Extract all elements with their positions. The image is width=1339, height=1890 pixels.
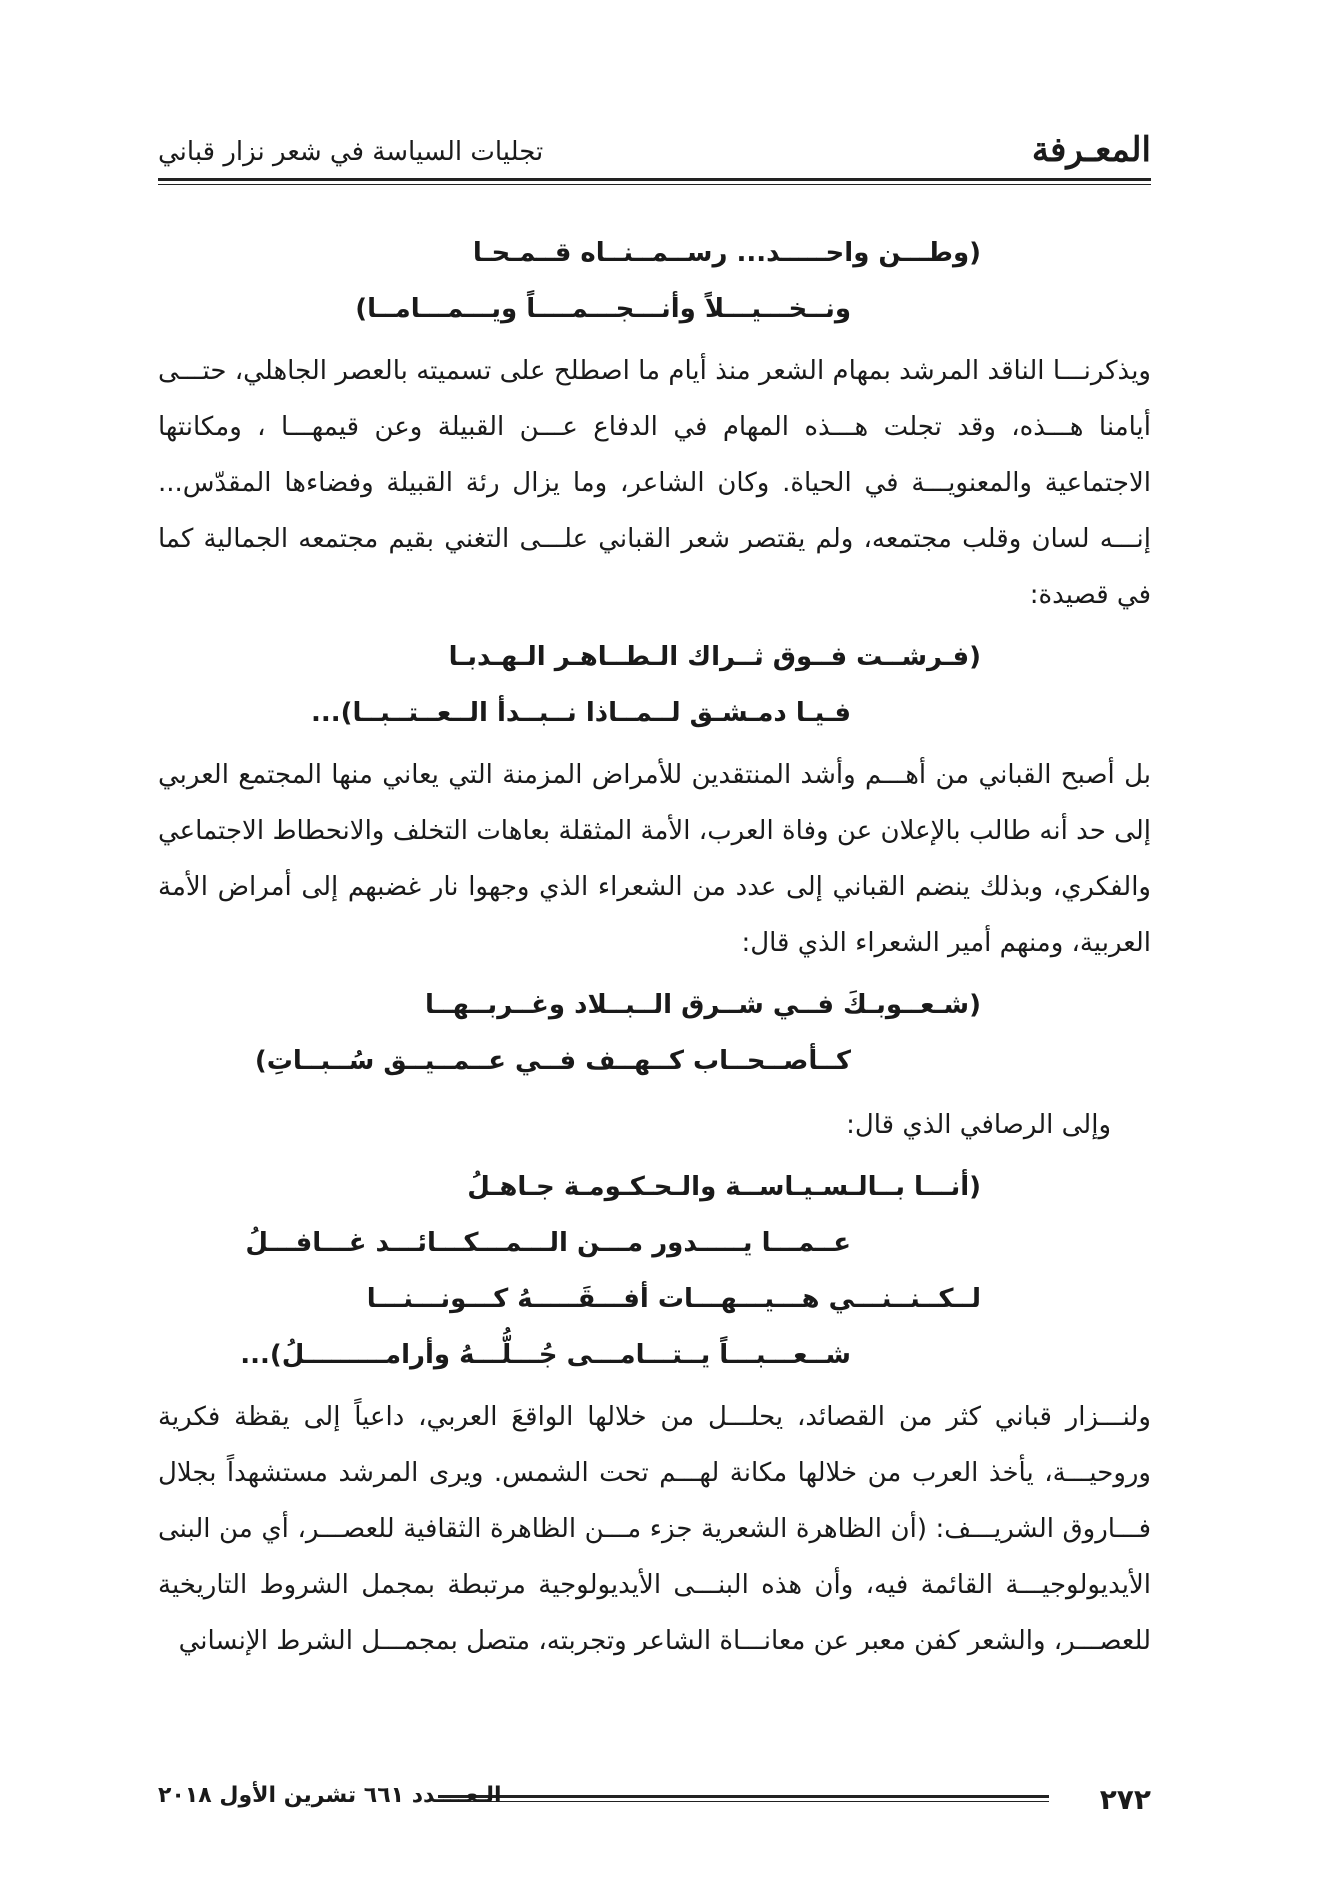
header-rule-thin [158,184,1151,185]
paragraph-3: ولنـــزار قباني كثر من القصائد، يحلـــل من خلالها الواقعَ العربي، داعياً إلى يقظة فكرية وروحيـــة، يأخذ العرب من خلالها مكانة لهـــم تحت الشمس. ويرى المرشد مستشهداً بجلال فـــاروق الشريـــف: (أن الظاهرة الشعرية جزء مـــن الظاهرة الثقافية للعصـــر، أي من البنى الأيديولوجيـــة القائمة فيه، وأن هذه البنـــى الأيديولوجية مرتبطة بمجمل الشروط التاريخية للعصـــر، والشعر كفن معبر عن معانـــاة الشاعر وتجربته، متصل بمجمـــل الشرط الإنساني [158,1402,1151,1656]
verse-line: (شـعــوبـكَ فــي شــرق الــبــلاد وغــربــهــا [424,990,981,1020]
paragraph-2: بل أصبح القباني من أهـــم وأشد المنتقدين للأمراض المزمنة التي يعاني منها المجتمع العربي إلى حد أنه طالب بالإعلان عن وفاة العرب، الأمة المثقلة بعاهات التخلف والانحطاط الاجتماعي والفكري، وبذلك ينضم القباني إلى عدد من الشعراء الذي وجهوا نار غضبهم إلى أمراض الأمة العربية، ومنهم أمير الشعراء الذي قال: [158,760,1151,958]
poem-2 [158,629,1151,741]
poem-1 [158,225,1151,337]
verse-line: فـيـا دمـشـق لــمــاذا نــبــدأ الــعــتــبــا)... [310,698,851,728]
page-number: ٢٧٢ [1099,1783,1151,1816]
poem-4 [158,1159,1151,1383]
running-title: تجليات السياسة في شعر نزار قباني [158,137,544,167]
article-body [158,225,1151,1675]
journal-logo: المعـرفة [1031,130,1151,170]
verse-line: (وطـــن واحـــــد... رســمــنــاه قــمـحـا [472,238,981,268]
paragraph-1: ويذكرنـــا الناقد المرشد بمهام الشعر منذ أيام ما اصطلح على تسميته بالعصر الجاهلي، حتـــى أيامنا هـــذه، وقد تجلت هـــذه المهام في الدفاع عـــن القبيلة وعن قيمهـــا ، ومكانتها الاجتماعية والمعنويـــة في الحياة. وكان الشاعر، وما يزال رئة القبيلة وفضاءها المقدّس... إنـــه لسان وقلب مجتمعه، ولم يقتصر شعر القباني علـــى التغني بقيم مجتمعه الجمالية كما في قصيدة: [158,356,1151,610]
footer-rule-thin [438,1801,1049,1802]
verse-line: كــأصــحــاب كــهــف فــي عــمــيــق سُــبــاتِ) [254,1046,851,1076]
verse-line: ونــخـــيـــلاً وأنـــجـــمــــاً ويـــمـــامــا) [355,294,851,324]
verse-line: لــكــنــنـــي هـــيـــهـــات أفـــقَـــــهُ كـــونـــنـــا [366,1284,981,1314]
issue-label: الـعــــدد ٦٦١ تشرين الأول ٢٠١٨ [158,1783,502,1808]
verse-line: عــمـــا يـــــدور مـــن الـــمـــكـــائـــد غـــافـــلُ [245,1228,851,1258]
verse-line: (فـرشــت فــوق ثــراك الـطــاهـر الـهـدبـا [448,642,981,672]
poem-3 [158,977,1151,1089]
paragraph-intro: وإلى الرصافي الذي قال: [846,1110,1111,1140]
header-rule [158,178,1151,181]
verse-line: شــعـــبـــاً يــتـــامـــى جُـــلُّـــهُ وأرامـــــــــلُ)... [240,1340,851,1370]
footer-rule [438,1795,1049,1798]
verse-line: (أنـــا بــالـسـيـاســة والـحـكـومـة جـاهـلُ [467,1172,981,1202]
